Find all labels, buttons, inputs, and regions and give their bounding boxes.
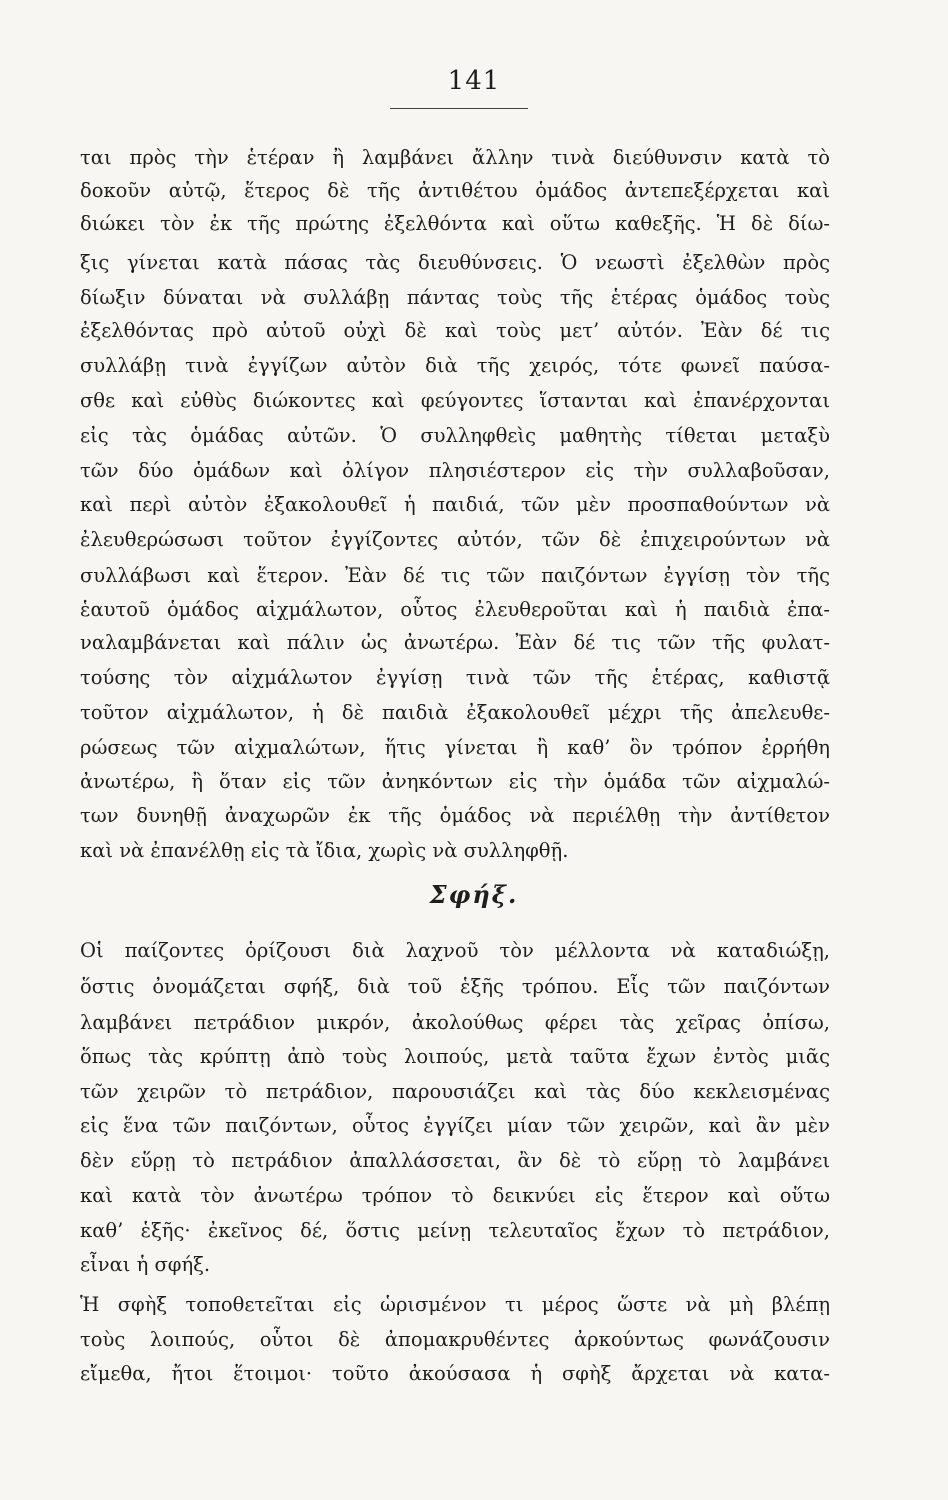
text-line: ὅστις ὀνομάζεται σφήξ, διὰ τοῦ ἑξῆς τρόπου. Εἷς τῶν παιζόντων xyxy=(80,975,830,998)
text-line: συλλάβῃ τινὰ ἐγγίζων αὐτὸν διὰ τῆς χειρός, τότε φωνεῖ παύσα- xyxy=(80,354,830,377)
section-title: Σφήξ. xyxy=(429,880,519,909)
text-line: συλλάβωσι καὶ ἕτερον. Ἐὰν δέ τις τῶν παιζόντων ἐγγίσῃ τὸν τῆς xyxy=(80,564,830,587)
text-line: ρώσεως τῶν αἰχμαλώτων, ἥτις γίνεται ἢ καθ’ ὃν τρόπον ἐρρήθη xyxy=(80,736,830,759)
page-number: 141 xyxy=(447,66,501,96)
text-line: ναλαμβάνεται καὶ πάλιν ὡς ἀνωτέρω. Ἐὰν δέ τις τῶν τῆς φυλατ- xyxy=(80,631,830,654)
text-line: εἴμεθα, ἤτοι ἕτοιμοι· τοῦτο ἀκούσασα ἡ σφὴξ ἄρχεται νὰ κατα- xyxy=(80,1362,830,1385)
text-line: λαμβάνει πετράδιον μικρόν, ἀκολούθως φέρει τὰς χεῖρας ὀπίσω, xyxy=(80,1011,830,1034)
text-line: καθ’ ἑξῆς· ἐκεῖνος δέ, ὅστις μείνῃ τελευταῖος ἔχων τὸ πετράδιον, xyxy=(80,1219,830,1242)
text-line: ξις γίνεται κατὰ πάσας τὰς διευθύνσεις. Ὁ νεωστὶ ἐξελθὼν πρὸς xyxy=(80,251,830,274)
text-line: ἐλευθερώσωσι τοῦτον ἐγγίζοντες αὐτόν, τῶν δὲ ἐπιχειρούντων νὰ xyxy=(80,528,830,551)
header-rule xyxy=(390,108,528,109)
text-line: εἰς τὰς ὁμάδας αὐτῶν. Ὁ συλληφθεὶς μαθητὴς τίθεται μεταξὺ xyxy=(80,424,830,447)
text-line: σθε καὶ εὐθὺς διώκοντες καὶ φεύγοντες ἵστανται καὶ ἐπανέρχονται xyxy=(80,389,830,412)
text-line: δίωξιν δύναται νὰ συλλάβῃ πάντας τοὺς τῆς ἑτέρας ὁμάδος τοὺς xyxy=(80,286,830,309)
text-line: δοκοῦν αὐτῷ, ἕτερος δὲ τῆς ἀντιθέτου ὁμάδος ἀντεπεξέρχεται καὶ xyxy=(80,179,830,202)
text-line: διώκει τὸν ἐκ τῆς πρώτης ἐξελθόντα καὶ οὕτω καθεξῆς. Ἡ δὲ δίω- xyxy=(80,212,830,235)
text-line: Οἱ παίζοντες ὁρίζουσι διὰ λαχνοῦ τὸν μέλλοντα νὰ καταδιώξῃ, xyxy=(80,939,830,962)
text-line: ἐξελθόντας πρὸ αὐτοῦ οὐχὶ δὲ καὶ τοὺς μετ’ αὐτόν. Ἐὰν δέ τις xyxy=(80,319,830,342)
text-line: τῶν δύο ὁμάδων καὶ ὀλίγον πλησιέστερον εἰς τὴν συλλαβοῦσαν, xyxy=(80,459,830,482)
text-line: τούσης τὸν αἰχμάλωτον ἐγγίσῃ τινὰ τῶν τῆς ἑτέρας, καθιστᾷ xyxy=(80,666,830,689)
text-line: καὶ νὰ ἐπανέλθῃ εἰς τὰ ἴδια, χωρὶς νὰ συλληφθῇ. xyxy=(80,839,569,862)
text-line: καὶ περὶ αὐτὸν ἐξακολουθεῖ ἡ παιδιά, τῶν μὲν προσπαθούντων νὰ xyxy=(80,493,830,516)
text-line: εἶναι ἡ σφήξ. xyxy=(80,1253,211,1276)
text-line: τῶν χειρῶν τὸ πετράδιον, παρουσιάζει καὶ τὰς δύο κεκλεισμένας xyxy=(80,1080,830,1103)
text-line: ἀνωτέρω, ἢ ὅταν εἰς τῶν ἀνηκόντων εἰς τὴν ὁμάδα τῶν αἰχμαλώ- xyxy=(80,770,830,793)
text-line: εἰς ἕνα τῶν παιζόντων, οὗτος ἐγγίζει μίαν τῶν χειρῶν, καὶ ἂν μὲν xyxy=(80,1114,830,1137)
text-line: των δυνηθῇ ἀναχωρῶν ἐκ τῆς ὁμάδος νὰ περιέλθῃ τὴν ἀντίθετον xyxy=(80,804,830,827)
text-line: τοῦτον αἰχμάλωτον, ἡ δὲ παιδιὰ ἐξακολουθεῖ μέχρι τῆς ἀπελευθε- xyxy=(80,701,830,724)
text-line: τοὺς λοιπούς, οὗτοι δὲ ἀπομακρυθέντες ἀρκούντως φωνάζουσιν xyxy=(80,1328,830,1351)
text-line: ὅπως τὰς κρύπτῃ ἀπὸ τοὺς λοιπούς, μετὰ ταῦτα ἔχων ἐντὸς μιᾶς xyxy=(80,1045,830,1068)
text-line: Ἡ σφὴξ τοποθετεῖται εἰς ὡρισμένον τι μέρος ὥστε νὰ μὴ βλέπῃ xyxy=(80,1293,830,1316)
text-line: δὲν εὕρῃ τὸ πετράδιον ἀπαλλάσσεται, ἂν δὲ τὸ εὕρῃ τὸ λαμβάνει xyxy=(80,1149,830,1172)
text-line: ται πρὸς τὴν ἑτέραν ἢ λαμβάνει ἄλλην τινὰ διεύθυνσιν κατὰ τὸ xyxy=(80,146,830,169)
text-line: ἑαυτοῦ ὁμάδος αἰχμάλωτον, οὗτος ἐλευθεροῦται καὶ ἡ παιδιὰ ἐπα- xyxy=(80,598,830,621)
text-line: καὶ κατὰ τὸν ἀνωτέρω τρόπον τὸ δεικνύει εἰς ἕτερον καὶ οὕτω xyxy=(80,1184,830,1207)
